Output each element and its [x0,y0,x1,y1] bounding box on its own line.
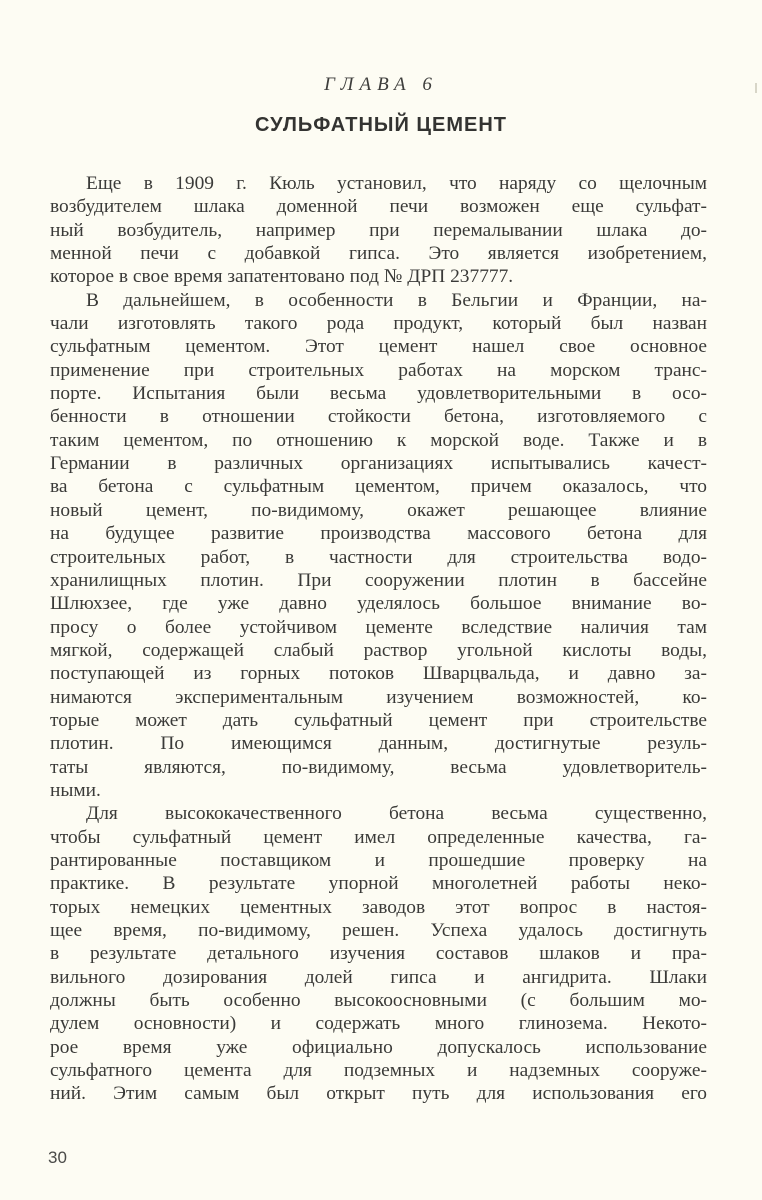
text-line: новый цемент, по-видимому, окажет решающее влияние [50,499,707,521]
text-line: ва бетона с сульфатным цементом, причем оказалось, что [50,476,707,498]
text-line: сульфатного цемента для подземных и надземных сооруже- [50,1060,707,1082]
text-line: практике. В результате упорной многолетней работы неко- [50,873,707,895]
text-line: вильного дозирования долей гипса и ангидрита. Шлаки [50,966,707,988]
text-line: Для высококачественного бетона весьма существенно, [86,803,707,825]
text-line: рантированные поставщиком и прошедшие проверку на [50,849,707,871]
text-line: нимаются экспериментальным изучением возможностей, ко- [50,686,707,708]
text-line: на будущее развитие производства массового бетона для [50,523,707,545]
text-line: Шлюхзее, где уже давно уделялось большое внимание во- [50,593,707,615]
text-line: В дальнейшем, в особенности в Бельгии и Франции, на- [86,289,707,311]
text-line: ными. [50,779,101,801]
body-text [50,172,707,1106]
text-line: ный возбудитель, например при перемалывании шлака до- [50,219,707,241]
text-line: хранилищных плотин. При сооружении плотин в бассейне [50,569,707,591]
text-line: порте. Испытания были весьма удовлетворительными в осо- [50,383,707,405]
text-line: Германии в различных организациях испытывались качест- [50,453,707,475]
text-line: строительных работ, в частности для строительства водо- [50,546,707,568]
text-line: просу о более устойчивом цементе вследствие наличия там [50,616,707,638]
text-line: плотин. По имеющимся данным, достигнутые резуль- [50,733,707,755]
text-line: торых немецких цементных заводов этот вопрос в настоя- [50,896,707,918]
chapter-label: ГЛАВА 6 [324,74,438,95]
text-line: поступающей из горных потоков Шварцвальда, и давно за- [50,663,707,685]
page-number: 30 [48,1148,67,1167]
text-line: Еще в 1909 г. Кюль установил, что наряду со щелочным [86,173,707,194]
text-line: торые может дать сульфатный цемент при строительстве [50,709,707,731]
text-line: применение при строительных работах на морском транс- [50,359,707,381]
paragraph-3 [50,802,707,1105]
text-line: таты являются, по-видимому, весьма удовлетворитель- [50,756,707,778]
text-line: дулем основности) и содержать много глинозема. Некото- [50,1013,707,1035]
text-line: чтобы сульфатный цемент имел определенные качества, га- [50,826,707,848]
text-line: чали изготовлять такого рода продукт, который был назван [50,313,707,335]
text-line: в результате детального изучения составов шлаков и пра- [50,943,707,965]
text-line: таким цементом, по отношению к морской воде. Также и в [50,429,707,451]
text-line: должны быть особенно высокоосновными (с большим мо- [50,990,707,1012]
text-line: ний. Этим самым был открыт путь для использования его [50,1083,707,1105]
chapter-title: СУЛЬФАТНЫЙ ЦЕМЕНТ [254,114,508,136]
paragraph-2 [50,289,707,803]
text-line: щее время, по-видимому, решен. Успеха удалось достигнуть [50,920,707,941]
text-line: бенности в отношении стойкости бетона, изготовляемого с [50,406,707,428]
text-line: рое время уже официально допускалось использование [50,1036,707,1058]
text-line: которое в свое время запатентовано под № ДРП 237777. [50,266,514,288]
paragraph-1 [50,172,707,289]
text-line: мягкой, содержащей слабый раствор угольной кислоты воды, [50,639,707,661]
text-line: сульфатным цементом. Этот цемент нашел свое основное [50,336,707,358]
text-line: менной печи с добавкой гипса. Это является изобретением, [50,243,707,265]
text-line: возбудителем шлака доменной печи возможен еще сульфат- [50,196,707,218]
